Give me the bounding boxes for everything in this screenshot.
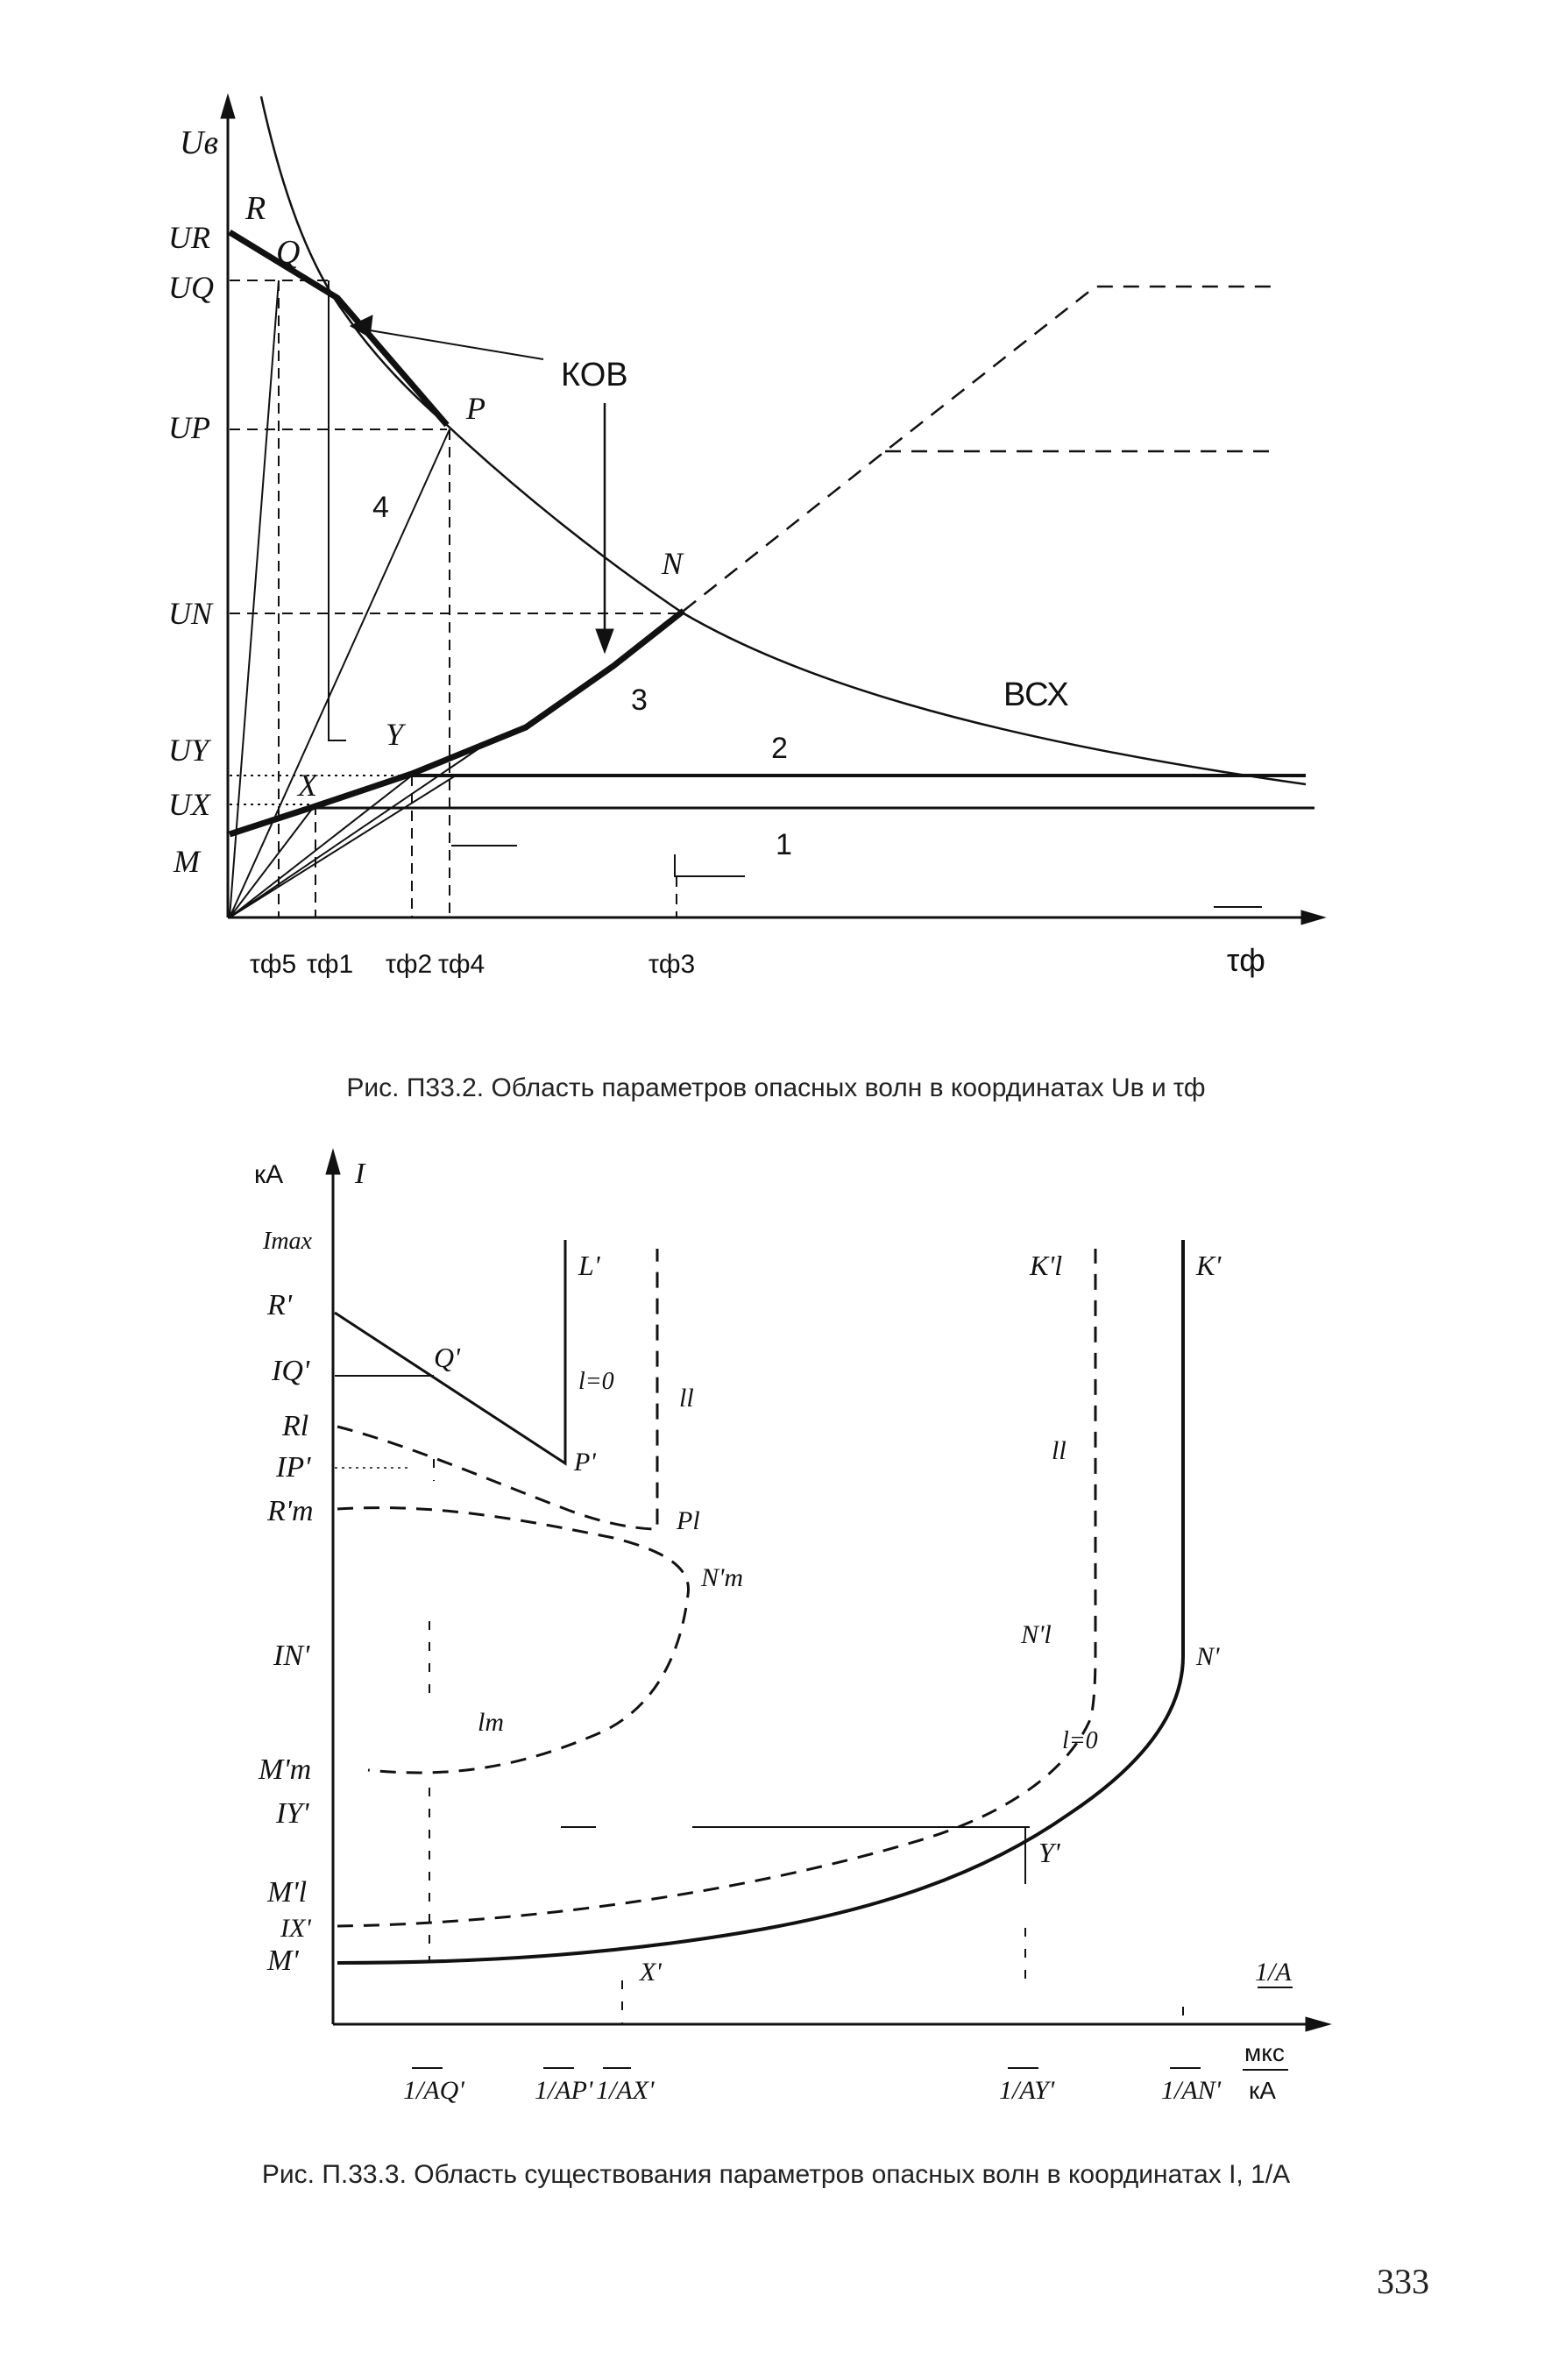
fig1-y-arrow bbox=[221, 95, 235, 118]
rm-dashed bbox=[337, 1508, 689, 1773]
tick-ip: IP' bbox=[276, 1451, 311, 1484]
tick-r-prime: R' bbox=[267, 1289, 293, 1321]
page-number: 333 bbox=[1377, 2262, 1429, 2301]
tick-ml: M'l bbox=[267, 1876, 308, 1909]
tick-imax: Imax bbox=[263, 1228, 312, 1255]
point-q: Q bbox=[276, 234, 301, 271]
label-p-prime: P' bbox=[574, 1448, 596, 1477]
figure-2-caption: Рис. П.33.3. Область существования параметров опасных волн в координатах I, 1/A bbox=[261, 2160, 1291, 2189]
fig1-y-axis-label: Uв bbox=[180, 124, 218, 161]
fig2-y-arrow bbox=[326, 1150, 340, 1174]
tick-up: UP bbox=[168, 410, 210, 445]
tick-m-prime: M' bbox=[267, 1944, 299, 1977]
tick-tau1: τф1 bbox=[307, 950, 354, 979]
tick-in: IN' bbox=[273, 1640, 310, 1672]
tick-1-ax: 1/AX' bbox=[596, 2076, 655, 2105]
label-l-prime: L' bbox=[578, 1250, 600, 1281]
tick-1-aq: 1/AQ' bbox=[403, 2076, 464, 2105]
fig1-x-axis-label: τф bbox=[1227, 942, 1265, 978]
tick-rm: R'm bbox=[267, 1495, 314, 1527]
tick-ux: UX bbox=[168, 787, 210, 822]
kov-label: КОВ bbox=[561, 357, 628, 393]
vsx-curve bbox=[261, 96, 1306, 784]
vsx-label: ВСХ bbox=[1003, 676, 1069, 713]
x-unit-top: мкс bbox=[1244, 2039, 1285, 2066]
tick-1-ay: 1/AY' bbox=[999, 2076, 1055, 2105]
tick-tau3: τф3 bbox=[648, 950, 696, 979]
label-kl: K'l bbox=[1030, 1250, 1063, 1281]
fig2-y-unit: кА bbox=[254, 1160, 284, 1189]
region-4: 4 bbox=[372, 491, 389, 524]
label-lm: lm bbox=[478, 1708, 504, 1737]
figure-1-labels bbox=[168, 124, 1265, 979]
kov-arrowhead-2 bbox=[596, 629, 613, 653]
label-pl: Pl bbox=[677, 1506, 700, 1535]
point-x: X bbox=[298, 768, 317, 803]
tick-tau5: τф5 bbox=[250, 950, 297, 979]
x-tick-fractions bbox=[412, 2068, 1288, 2070]
label-nm: N'm bbox=[701, 1563, 744, 1592]
dashed-diagonal bbox=[684, 287, 1279, 611]
fig2-y-axis-label: I bbox=[355, 1158, 365, 1190]
label-l0-left: l=0 bbox=[578, 1368, 614, 1395]
label-ll-right: ll bbox=[1052, 1436, 1067, 1465]
figure-1-caption: Рис. П33.2. Область параметров опасных волн в координатах Uв и τф bbox=[346, 1073, 1206, 1102]
tick-ur: UR bbox=[168, 220, 210, 255]
point-y: Y bbox=[386, 717, 404, 752]
region-2: 2 bbox=[771, 732, 788, 765]
tick-tau4: τф4 bbox=[438, 950, 485, 979]
tick-1-ap: 1/AP' bbox=[535, 2076, 593, 2105]
tick-un: UN bbox=[168, 596, 213, 631]
region-1: 1 bbox=[776, 828, 792, 861]
tick-mm: M'm bbox=[259, 1753, 312, 1786]
point-r: R bbox=[245, 190, 266, 227]
region-3: 3 bbox=[631, 684, 648, 717]
point-n: N bbox=[662, 546, 684, 581]
fig1-x-arrow bbox=[1301, 910, 1325, 924]
fig2-x-axis-label: 1/A bbox=[1255, 1958, 1292, 1987]
label-l0-right: l=0 bbox=[1062, 1727, 1098, 1754]
tick-ix: IX' bbox=[280, 1914, 311, 1943]
tick-iy: IY' bbox=[276, 1797, 309, 1830]
point-p: P bbox=[466, 391, 485, 426]
label-nl: N'l bbox=[1021, 1620, 1052, 1649]
tick-1-an: 1/AN' bbox=[1161, 2076, 1222, 2105]
figure-2 bbox=[326, 1150, 1330, 2070]
step-marks bbox=[451, 846, 1262, 907]
tick-uy: UY bbox=[168, 733, 209, 768]
tick-iq: IQ' bbox=[272, 1355, 310, 1387]
fig2-x-arrow bbox=[1306, 2017, 1330, 2031]
x-unit-bottom: кА bbox=[1249, 2077, 1276, 2104]
label-x-prime: X' bbox=[640, 1958, 662, 1987]
tick-m: M bbox=[174, 844, 200, 879]
label-q-prime: Q' bbox=[434, 1342, 460, 1373]
tick-rl: Rl bbox=[282, 1410, 309, 1442]
label-k-prime: K' bbox=[1196, 1250, 1222, 1281]
tick-tau2: τф2 bbox=[386, 950, 433, 979]
label-ll-left: ll bbox=[679, 1384, 694, 1413]
label-n-prime: N' bbox=[1196, 1642, 1220, 1671]
q-bracket bbox=[329, 280, 346, 740]
tick-uq: UQ bbox=[168, 270, 214, 305]
label-y-prime: Y' bbox=[1038, 1837, 1060, 1868]
